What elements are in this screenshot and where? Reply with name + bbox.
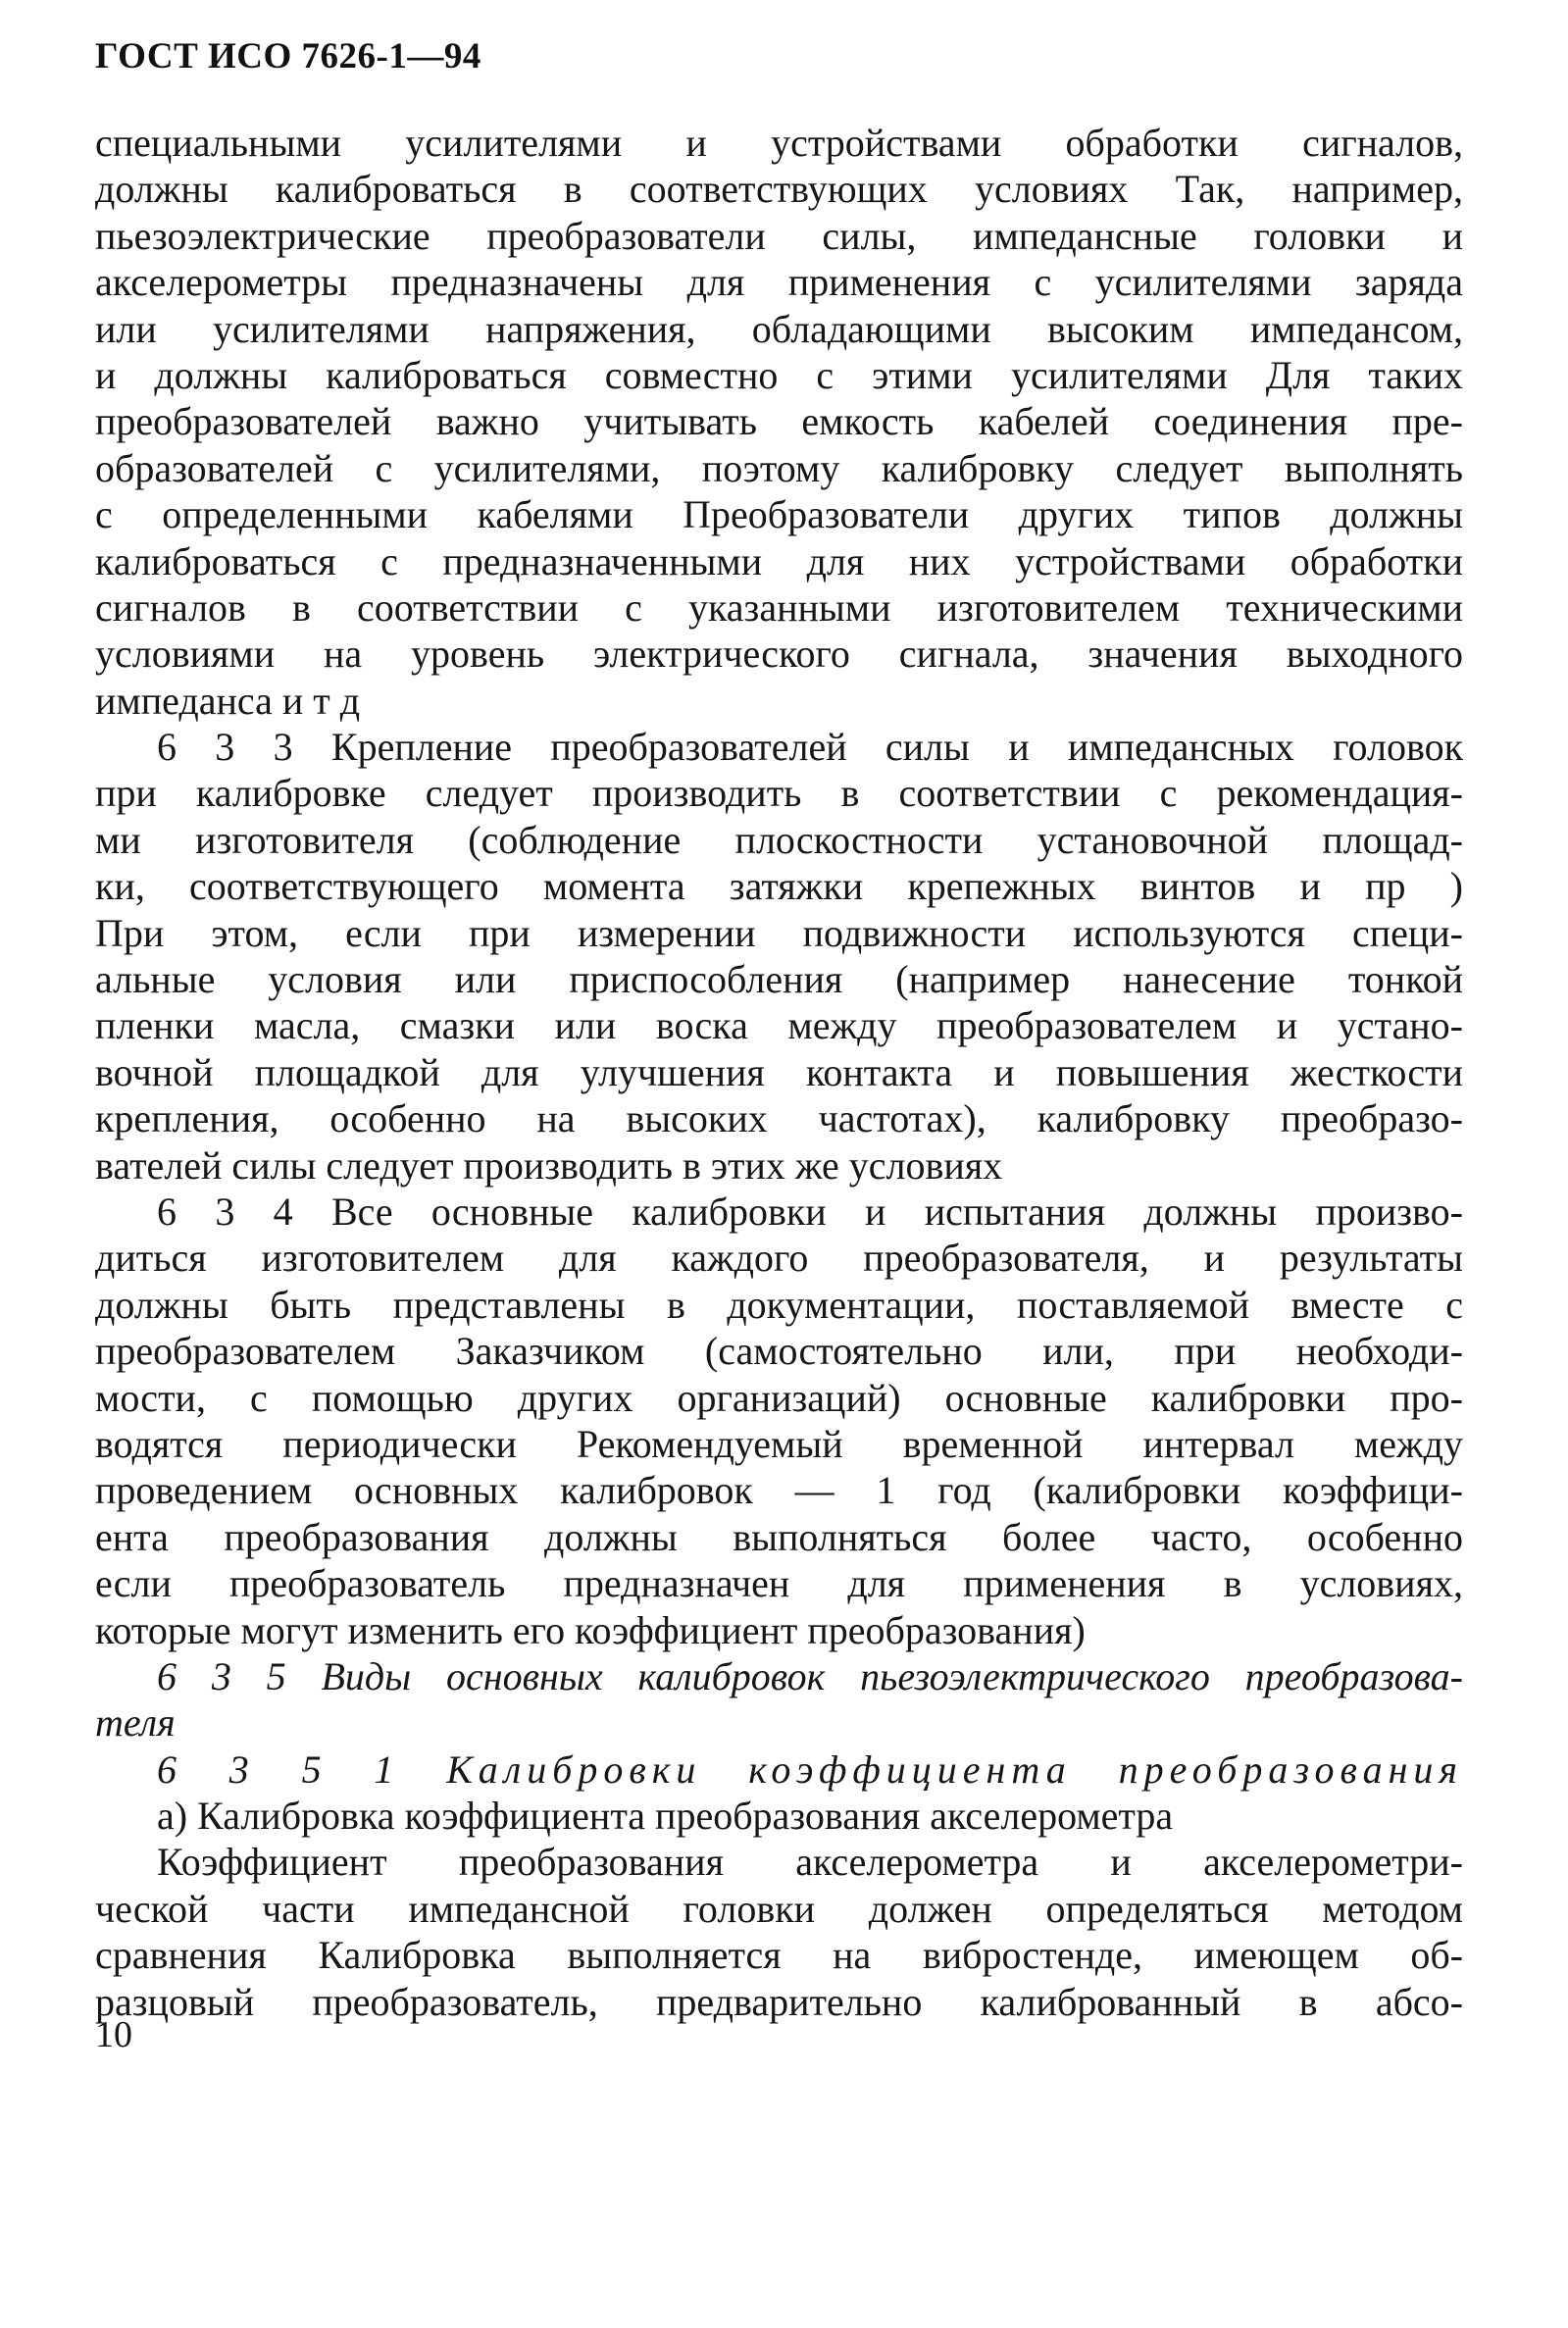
text-line: с определенными кабелями Преобразователи других типов должны: [95, 492, 1463, 537]
text-line: крепления, особенно на высоких частотах), калибровку преобразо-: [95, 1096, 1463, 1141]
text-line: вателей силы следует производить в этих же условиях: [95, 1142, 1003, 1188]
clause-6-3-5-1-heading: 6 3 5 1 Калибровки коэффициента преобразования: [157, 1746, 1463, 1792]
text-line: калиброваться с предназначенными для них устройствами обработки: [95, 538, 1463, 583]
text-line: если преобразователь предназначен для применения в условиях,: [95, 1561, 1463, 1606]
text-line: преобразователей важно учитывать емкость кабелей соединения пре-: [95, 399, 1463, 444]
text-line: акселерометры предназначены для применения с усилителями заряда: [95, 260, 1463, 305]
text-line: ки, соответствующего момента затяжки крепежных винтов и пр ): [95, 864, 1463, 909]
clause-6-3-5-heading-cont: теля: [95, 1700, 176, 1746]
text-line: ческой части импедансной головки должен определяться методом: [95, 1886, 1463, 1931]
text-line: диться изготовителем для каждого преобразователя, и результаты: [95, 1236, 1463, 1281]
text-line: должны калиброваться в соответствующих условиях Так, например,: [95, 167, 1463, 212]
text-line: мости, с помощью других организаций) основные калибровки про-: [95, 1375, 1463, 1420]
text-line: водятся периодически Рекомендуемый временной интервал между: [95, 1421, 1463, 1466]
text-line: при калибровке следует производить в соответствии с рекомендация-: [95, 771, 1463, 816]
item-a-heading: а) Калибровка коэффициента преобразования акселерометра: [157, 1794, 1174, 1839]
text-line: преобразователем Заказчиком (самостоятельно или, при необходи-: [95, 1329, 1463, 1374]
text-line: сигналов в соответствии с указанными изготовителем техническими: [95, 584, 1463, 630]
text-line: должны быть представлены в документации, поставляемой вместе с: [95, 1282, 1463, 1327]
clause-6-3-3-line: 6 3 3 Крепление преобразователей силы и импедансных головок: [157, 725, 1463, 770]
text-line: специальными усилителями и устройствами обработки сигналов,: [95, 121, 1463, 165]
text-line: или усилителями напряжения, обладающими высоким импедансом,: [95, 306, 1463, 351]
text-line: которые могут изменить его коэффициент преобразования): [95, 1607, 1086, 1652]
text-line: образователей с усилителями, поэтому калибровку следует выполнять: [95, 445, 1463, 490]
text-line: ми изготовителя (соблюдение плоскостности установочной площад-: [95, 817, 1463, 862]
text-line: альные условия или приспособления (например нанесение тонкой: [95, 957, 1463, 1002]
text-line: и должны калиброваться совместно с этими усилителями Для таких: [95, 352, 1463, 397]
text-line: условиями на уровень электрического сигнала, значения выходного: [95, 632, 1463, 677]
text-line: вочной площадкой для улучшения контакта и повышения жесткости: [95, 1049, 1463, 1094]
text-line: пьезоэлектрические преобразователи силы, импедансные головки и: [95, 213, 1463, 258]
text-line: пленки масла, смазки или воска между преобразователем и устано-: [95, 1003, 1463, 1048]
text-line: сравнения Калибровка выполняется на вибростенде, имеющем об-: [95, 1933, 1463, 1978]
clause-6-3-4-line: 6 3 4 Все основные калибровки и испытания должны произво-: [157, 1189, 1463, 1234]
text-line: проведением основных калибровок — 1 год (калибровки коэффици-: [95, 1468, 1463, 1513]
clause-6-3-5-heading: 6 3 5 Виды основных калибровок пьезоэлектрического преобразова-: [157, 1653, 1463, 1698]
body-text: [95, 120, 1463, 2025]
text-line: Коэффициент преобразования акселерометра и акселерометри-: [157, 1840, 1463, 1885]
running-head: ГОСТ ИСО 7626-1—94: [95, 36, 481, 76]
text-line: При этом, если при измерении подвижности используются специ-: [95, 910, 1463, 955]
page-number: 10: [95, 2014, 132, 2055]
text-line: ента преобразования должны выполняться более часто, особенно: [95, 1514, 1463, 1559]
text-line: импеданса и т д: [95, 678, 361, 723]
text-line: разцовый преобразователь, предварительно калиброванный в абсо-: [95, 1979, 1463, 2024]
